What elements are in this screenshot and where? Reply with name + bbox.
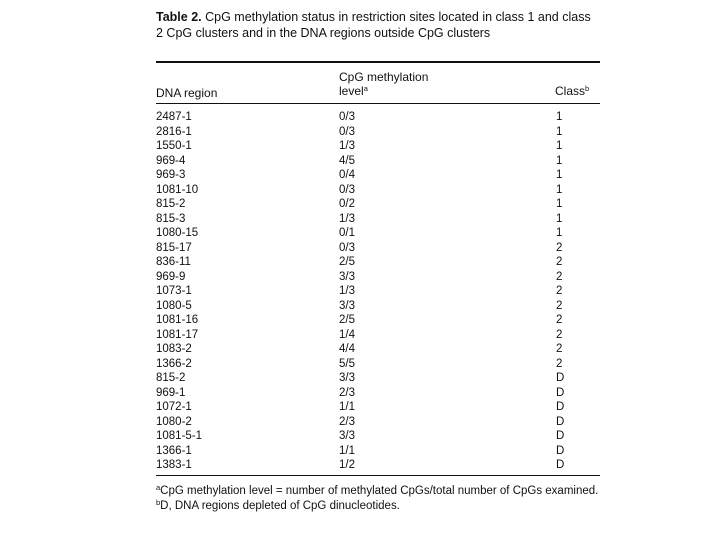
- cell-dna-region: 1080-15: [156, 227, 199, 239]
- cell-class: D: [556, 372, 565, 384]
- cell-methylation-level: 3/3: [339, 430, 355, 442]
- cell-dna-region: 1383-1: [156, 459, 192, 471]
- cell-methylation-level: 3/3: [339, 270, 355, 283]
- table-row: [0, 110, 720, 125]
- table-row: [0, 212, 720, 227]
- cell-methylation-level: 1/3: [339, 285, 355, 297]
- cell-methylation-level: 1/2: [339, 459, 355, 471]
- cell-dna-region: 969-9: [156, 270, 186, 283]
- cell-dna-region: 815-2: [156, 372, 186, 384]
- cell-methylation-level: 1/3: [339, 140, 355, 152]
- header-class: [555, 84, 589, 98]
- footnote-a-mark: a: [156, 483, 161, 492]
- footnote-marker-b: b: [585, 84, 590, 93]
- header-level-line1: CpG methylation: [339, 70, 429, 84]
- cell-class: 1: [556, 140, 563, 152]
- table-row: [0, 342, 720, 357]
- cell-methylation-level: 2/5: [339, 256, 355, 268]
- cell-dna-region: 1081-10: [156, 183, 199, 196]
- footnote-a-text: CpG methylation level = number of methylated CpGs/total number of CpGs examined.: [160, 485, 599, 497]
- table-row: [0, 299, 720, 314]
- cell-class: 2: [556, 241, 563, 254]
- cell-class: 1: [556, 183, 563, 196]
- table-label: Table 2.: [156, 10, 202, 24]
- cell-methylation-level: 3/3: [339, 299, 355, 312]
- table-caption: [156, 9, 601, 41]
- cell-dna-region: 836-11: [156, 256, 191, 268]
- table-row: [0, 154, 720, 169]
- cell-dna-region: 969-3: [156, 169, 186, 181]
- table-row: [0, 284, 720, 299]
- table-row: [0, 139, 720, 154]
- table-row: [0, 313, 720, 328]
- table-row: [0, 168, 720, 183]
- table-row: [0, 357, 720, 372]
- cell-class: 2: [556, 343, 563, 355]
- cell-dna-region: 1080-2: [156, 415, 192, 428]
- table-footnotes: [156, 484, 601, 513]
- cell-methylation-level: 4/4: [339, 343, 355, 355]
- cell-class: D: [556, 444, 565, 457]
- table-row: [0, 371, 720, 386]
- bottom-rule: [156, 475, 600, 476]
- header-class-label: Class: [555, 84, 586, 98]
- footnote-b-mark: b: [156, 497, 161, 507]
- cell-class: 2: [556, 357, 563, 370]
- cell-dna-region: 1366-1: [156, 444, 192, 457]
- cell-dna-region: 1081-5-1: [156, 430, 203, 442]
- table-row: [0, 400, 720, 415]
- cell-class: 1: [556, 111, 563, 123]
- table-body: [0, 110, 720, 473]
- cell-methylation-level: 0/4: [339, 169, 355, 181]
- cell-methylation-level: 4/5: [339, 154, 355, 167]
- cell-methylation-level: 1/1: [339, 444, 355, 457]
- table-row: [0, 415, 720, 430]
- cell-methylation-level: 0/2: [339, 198, 355, 210]
- cell-dna-region: 2816-1: [156, 125, 192, 138]
- cell-class: D: [556, 459, 565, 471]
- cell-class: 2: [556, 256, 563, 268]
- footnote-b-text: D, DNA regions depleted of CpG dinucleotides.: [160, 499, 400, 512]
- header-dna-region: DNA region: [156, 86, 218, 100]
- cell-class: 1: [556, 198, 563, 210]
- cell-class: 2: [556, 270, 563, 283]
- table-caption-text: CpG methylation status in restriction sites located in class 1 and class 2 CpG clusters and in the DNA regions outside CpG clusters: [156, 10, 591, 40]
- cell-methylation-level: 1/3: [339, 212, 355, 225]
- cell-class: 1: [556, 125, 563, 138]
- table-row: [0, 255, 720, 270]
- cell-methylation-level: 0/3: [339, 241, 355, 254]
- footnote-a: [156, 484, 601, 499]
- cell-class: 2: [556, 285, 563, 297]
- cell-class: 2: [556, 299, 563, 312]
- table-row: [0, 270, 720, 285]
- cell-class: 1: [556, 212, 563, 225]
- cell-class: D: [556, 415, 565, 428]
- cell-class: D: [556, 401, 565, 413]
- cell-methylation-level: 0/1: [339, 227, 355, 239]
- cell-methylation-level: 2/3: [339, 415, 355, 428]
- cell-dna-region: 1073-1: [156, 285, 192, 297]
- cell-class: 1: [556, 227, 563, 239]
- cell-dna-region: 1550-1: [156, 140, 192, 152]
- cell-dna-region: 1081-16: [156, 314, 199, 326]
- cell-methylation-level: 1/4: [339, 328, 355, 341]
- table-row: [0, 458, 720, 473]
- cell-methylation-level: 3/3: [339, 372, 355, 384]
- table-row: [0, 197, 720, 212]
- table-row: [0, 328, 720, 343]
- cell-methylation-level: 2/5: [339, 314, 355, 326]
- cell-dna-region: 969-1: [156, 386, 186, 399]
- table-row: [0, 226, 720, 241]
- table-row: [0, 386, 720, 401]
- footnote-b: [156, 499, 601, 514]
- cell-class: D: [556, 386, 565, 399]
- cell-methylation-level: 1/1: [339, 401, 355, 413]
- table-row: [0, 183, 720, 198]
- header-methylation-level: [339, 70, 428, 98]
- cell-class: 1: [556, 169, 563, 181]
- cell-methylation-level: 0/3: [339, 111, 355, 123]
- cell-methylation-level: 5/5: [339, 357, 355, 370]
- cell-class: 2: [556, 328, 563, 341]
- cell-class: 2: [556, 314, 563, 326]
- cell-class: 1: [556, 154, 563, 167]
- cell-dna-region: 969-4: [156, 154, 186, 167]
- table-row: [0, 429, 720, 444]
- cell-methylation-level: 0/3: [339, 125, 355, 138]
- cell-dna-region: 1083-2: [156, 343, 192, 355]
- cell-class: D: [556, 430, 565, 442]
- cell-dna-region: 815-3: [156, 212, 186, 225]
- cell-methylation-level: 0/3: [339, 183, 355, 196]
- cell-dna-region: 1081-17: [156, 328, 199, 341]
- table-row: [0, 125, 720, 140]
- header-rule: [156, 103, 600, 104]
- cell-methylation-level: 2/3: [339, 386, 355, 399]
- cell-dna-region: 1072-1: [156, 401, 192, 413]
- cell-dna-region: 815-17: [156, 241, 192, 254]
- footnote-marker-a: a: [363, 84, 368, 93]
- table-row: [0, 444, 720, 459]
- cell-dna-region: 815-2: [156, 198, 186, 210]
- top-rule: [156, 61, 600, 63]
- table-row: [0, 241, 720, 256]
- cell-dna-region: 1080-5: [156, 299, 192, 312]
- cell-dna-region: 1366-2: [156, 357, 192, 370]
- cell-dna-region: 2487-1: [156, 111, 192, 123]
- header-level-line2: level: [339, 84, 364, 98]
